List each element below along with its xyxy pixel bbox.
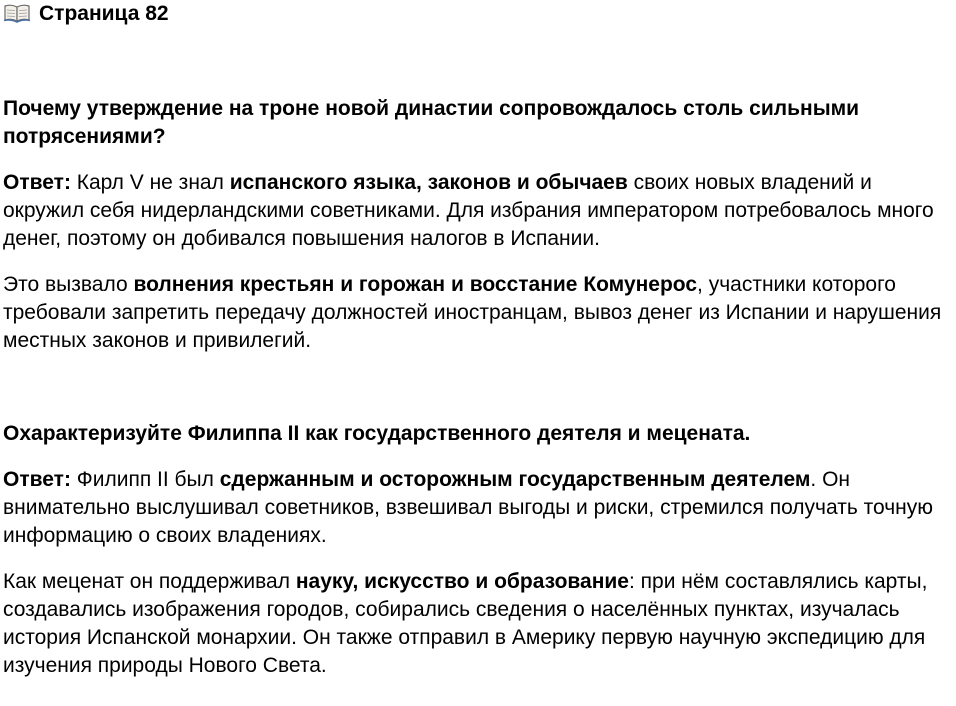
answer-text: : при нём составлялись карты, создавались изображения городов, собирались сведения о населённых пунктах, изучалась история Испанской монархии. Он также отправил в Америку первую научную экспедицию для изучения природы Нового Света. [3,570,928,677]
answer-text: Филипп II был [70,468,220,491]
answer-text: Как меценат он поддерживал [3,570,296,593]
answer-text: Карл V не знал [70,171,230,194]
answer-label: Ответ: [3,171,71,194]
answer-1-paragraph-1 [3,169,953,253]
answer-text: Это вызвало [3,273,134,296]
highlighted-text: сдержанным и осторожным государственным деятелем [219,468,811,491]
answer-2-paragraph-1 [3,466,953,550]
highlighted-text: волнения крестьян и горожан и восстание Комунерос [133,273,698,296]
highlighted-text: испанского языка, законов и обычаев [229,171,628,194]
page-header [3,0,953,28]
answer-label: Ответ: [3,468,71,491]
question-2: Охарактеризуйте Филиппа II как государственного деятеля и мецената. [3,422,751,445]
answer-text: своих новых владений и окружил себя нидерландскими советниками. Для избрания императором потребовалось много денег, поэтому он добивался повышения налогов в Испании. [3,171,934,250]
answer-1-paragraph-2 [3,271,953,355]
page [3,0,953,680]
highlighted-text: науку, искусство и образование [295,570,629,593]
answer-2-paragraph-2 [3,568,953,680]
open-book-icon [3,3,31,23]
question-1: Почему утверждение на троне новой династии сопровождалось столь сильными потрясениями? [3,97,860,148]
page-title: Страница 82 [39,2,169,25]
answer-text: , участники которого требовали запретить передачу должностей иностранцам, вывоз денег из Испании и нарушения местных законов и привилегий. [3,273,942,352]
answer-text: . Он внимательно выслушивал советников, взвешивал выгоды и риски, стремился получать точную информацию о своих владениях. [3,468,933,547]
